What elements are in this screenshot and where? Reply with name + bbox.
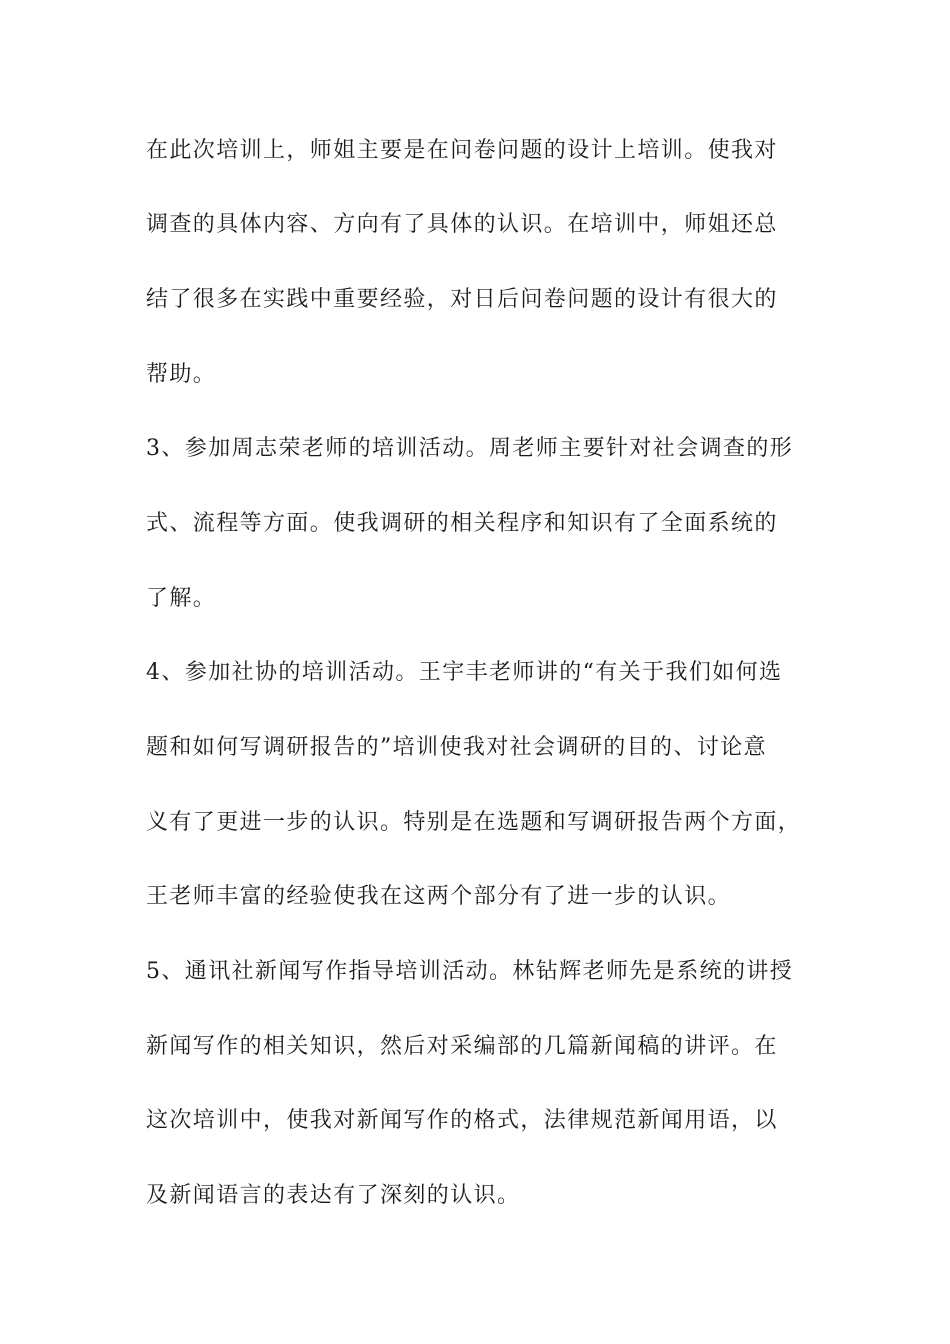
- paragraph-line: 义有了更进一步的认识。特别是在选题和写调研报告两个方面，: [146, 810, 802, 835]
- paragraph-line: 了解。: [146, 586, 217, 611]
- paragraph-line: 3、参加周志荣老师的培训活动。周老师主要针对社会调查的形: [146, 436, 794, 461]
- paragraph-line: 及新闻语言的表达有了深刻的认识。: [146, 1183, 521, 1208]
- paragraph-line: 式、流程等方面。使我调研的相关程序和知识有了全面系统的: [146, 511, 778, 536]
- paragraph-line: 在此次培训上，师姐主要是在问卷问题的设计上培训。使我对: [146, 138, 778, 163]
- paragraph-line: 调查的具体内容、方向有了具体的认识。在培训中，师姐还总: [146, 212, 778, 237]
- paragraph-line: 帮助。: [146, 362, 217, 387]
- paragraph-line: 4、参加社协的培训活动。王宇丰老师讲的“有关于我们如何选: [146, 660, 783, 685]
- paragraph-line: 王老师丰富的经验使我在这两个部分有了进一步的认识。: [146, 884, 732, 909]
- paragraph-line: 结了很多在实践中重要经验，对日后问卷问题的设计有很大的: [146, 287, 778, 312]
- paragraph-line: 题和如何写调研报告的”培训使我对社会调研的目的、讨论意: [146, 735, 768, 760]
- paragraph-line: 新闻写作的相关知识，然后对采编部的几篇新闻稿的讲评。在: [146, 1034, 778, 1059]
- paragraph-line: 这次培训中，使我对新闻写作的格式，法律规范新闻用语，以: [146, 1108, 778, 1133]
- paragraph-line: 5、通讯社新闻写作指导培训活动。林钻辉老师先是系统的讲授: [146, 959, 794, 984]
